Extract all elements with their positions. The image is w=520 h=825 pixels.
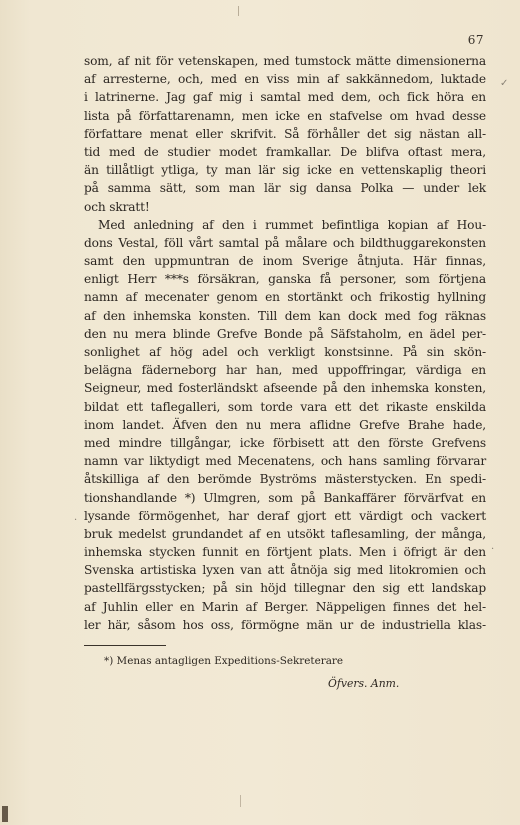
text-line: bruk medelst grundandet af en utsökt taflesamling, der många,	[84, 526, 486, 541]
text-line: Med anledning af den i rummet befintliga kopian af Hou-	[98, 217, 486, 232]
page-number: 67	[467, 33, 484, 47]
text-line: och skratt!	[84, 199, 150, 214]
text-line: ler här, såsom hos oss, förmögne män ur de industriella klas-	[84, 617, 486, 632]
text-line: dons Vestal, föll vårt samtal på målare och bildthuggarekonsten	[84, 235, 486, 250]
text-line: i latrinerne. Jag gaf mig i samtal med dem, och fick höra en	[84, 90, 486, 105]
text-line: tionshandlande *) Ulmgren, som på Bankaffärer förvärfvat en	[84, 490, 486, 505]
text-line: Seigneur, med fosterländskt afseende på den inhemska konsten,	[84, 381, 486, 396]
text-line: med mindre tillgångar, icke förbisett att den förste Grefvens	[84, 435, 486, 450]
text-line: belägna fäderneborg har han, med uppoffringar, värdiga en	[84, 363, 486, 378]
paper-mark	[240, 795, 241, 807]
text-line: af den inhemska konsten. Till dem kan dock med fog räknas	[84, 308, 486, 323]
paper-mark	[238, 6, 239, 16]
margin-dot: ·	[491, 544, 495, 555]
text-line: åtskilliga af den berömde Byströms mästerstycken. En spedi-	[84, 472, 486, 487]
text-line: pastellfärgsstycken; på sin höjd tillegnar den sig ett landskap	[84, 581, 486, 596]
text-line: på samma sätt, som man lär sig dansa Polka — under lek	[84, 181, 486, 196]
text-line: författare menat eller skrifvit. Så förhåller det sig nästan all-	[84, 126, 486, 141]
text-line: namn var liktydigt med Mecenatens, och hans samling förvarar	[84, 454, 486, 469]
text-line: än tillåtligt ytliga, ty man lär sig icke en vettenskaplig theori	[84, 163, 486, 178]
text-line: inom landet. Äfven den nu mera aflidne Grefve Brahe hade,	[84, 417, 486, 432]
footnote-divider	[84, 645, 166, 646]
text-line: af arresterne, och, med en viss min af sakkännedom, luktade	[84, 72, 486, 87]
text-line: tid med de studier modet framkallar. De blifva oftast mera,	[84, 144, 486, 159]
text-line: som, af nit för vetenskapen, med tumstock mätte dimensionerna	[84, 54, 486, 68]
text-line: namn af mecenater genom en stortänkt och frikostig hyllning	[84, 290, 486, 305]
text-line: af Juhlin eller en Marin af Berger. Näppeligen finnes det hel-	[84, 599, 486, 614]
footnote-signature: Öfvers. Anm.	[328, 677, 400, 690]
text-line: lista på författarenamn, men icke en stafvelse om hvad desse	[84, 108, 486, 123]
body-text	[84, 52, 486, 634]
text-line: inhemska stycken funnit en förtjent plats. Men i öfrigt är den	[84, 545, 486, 560]
text-line: bildat ett taflegalleri, som torde vara ett det rikaste enskilda	[84, 399, 486, 414]
text-line: Svenska artistiska lyxen van att åtnöja sig med litokromien och	[84, 563, 486, 578]
text-line: enligt Herr ***s försäkran, ganska få personer, som förtjena	[84, 272, 486, 287]
footnote-text: *) Menas antagligen Expeditions-Sekreterare	[104, 655, 344, 667]
margin-pencil-mark: ✓	[500, 78, 509, 89]
margin-dot: ·	[74, 515, 78, 526]
text-line: den nu mera blinde Grefve Bonde på Säfstaholm, en ädel per-	[84, 326, 486, 341]
text-line: samt den uppmuntran de inom Sverige åtnjuta. Här finnas,	[84, 254, 486, 269]
binding-spine-mark	[2, 806, 8, 822]
text-line: sonlighet af hög adel och verkligt konstsinne. På sin skön-	[84, 345, 486, 359]
text-line: lysande förmögenhet, har deraf gjort ett värdigt och vackert	[84, 508, 486, 523]
